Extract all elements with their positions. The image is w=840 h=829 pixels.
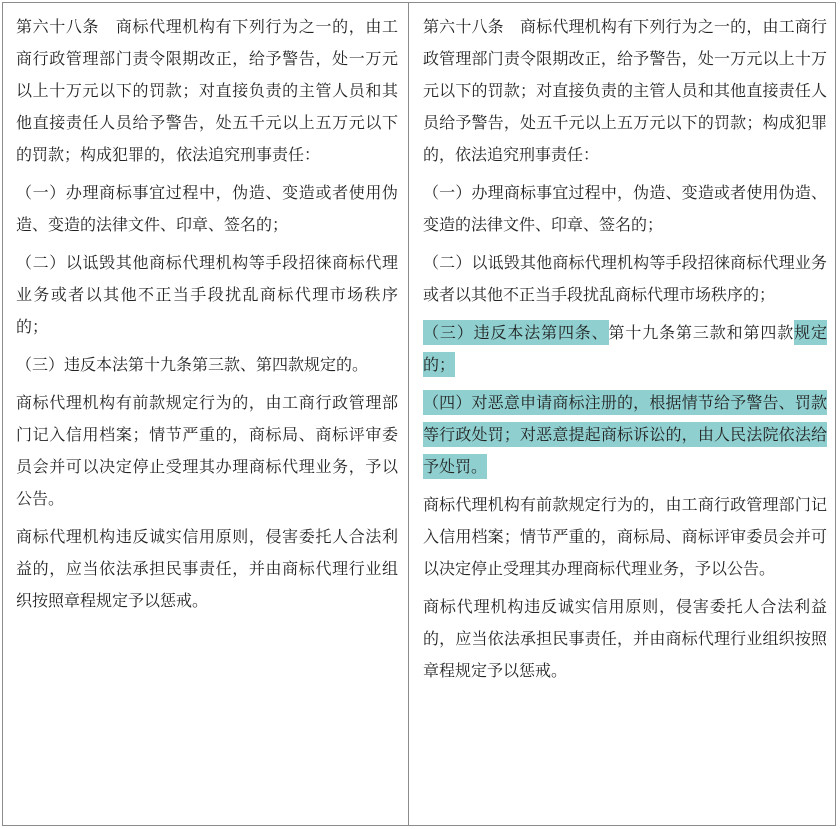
right-item-3-highlight-a: （三）违反本法第四条、	[423, 320, 609, 345]
left-item-1: （一）办理商标事宜过程中，伪造、变造或者使用伪造、变造的法律文件、印章、签名的；	[16, 183, 398, 234]
comparison-table	[2, 2, 836, 826]
right-item-3-highlight-b: 规定的；	[423, 320, 827, 377]
left-item-3: （三）违反本法第十九条第三款、第四款规定的。	[16, 355, 369, 374]
right-item-4	[423, 387, 827, 483]
right-article-68-intro: 第六十八条 商标代理机构有下列行为之一的，由工商行政管理部门责令限期改正，给予警告，处一万元以上十万元以下的罚款；对直接负责的主管人员和其他直接责任人员给予警告，处五千元以上五万元以下的罚款；构成犯罪的，依法追究刑事责任：	[423, 17, 827, 164]
right-item-4-highlight: （四）对恶意申请商标注册的，根据情节给予警告、罚款等行政处罚；对恶意提起商标诉讼的，由人民法院依法给予处罚。	[423, 390, 827, 479]
left-item-2: （二）以诋毁其他商标代理机构等手段招徕商标代理业务或者以其他不正当手段扰乱商标代理市场秩序的；	[16, 253, 398, 336]
right-item-3-plain: 第十九条第三款和第四款	[608, 323, 795, 342]
left-credit-record-paragraph: 商标代理机构有前款规定行为的，由工商行政管理部门记入信用档案；情节严重的，商标局、商标评审委员会并可以决定停止受理其办理商标代理业务，予以公告。	[16, 393, 398, 508]
right-item-2: （二）以诋毁其他商标代理机构等手段招徕商标代理业务或者以其他不正当手段扰乱商标代理市场秩序的；	[423, 253, 827, 304]
left-column-original	[3, 3, 409, 825]
right-good-faith-paragraph: 商标代理机构违反诚实信用原则，侵害委托人合法利益的，应当依法承担民事责任，并由商标代理行业组织按照章程规定予以惩戒。	[423, 597, 827, 680]
left-article-68-intro: 第六十八条 商标代理机构有下列行为之一的，由工商行政管理部门责令限期改正，给予警告，处一万元以上十万元以下的罚款；对直接负责的主管人员和其他直接责任人员给予警告，处五千元以上五万元以下的罚款；构成犯罪的，依法追究刑事责任：	[16, 17, 398, 164]
left-good-faith-paragraph: 商标代理机构违反诚实信用原则，侵害委托人合法利益的，应当依法承担民事责任，并由商标代理行业组织按照章程规定予以惩戒。	[16, 527, 398, 610]
right-column-revised	[409, 3, 835, 825]
right-item-1: （一）办理商标事宜过程中，伪造、变造或者使用伪造、变造的法律文件、印章、签名的；	[423, 183, 827, 234]
right-credit-record-paragraph: 商标代理机构有前款规定行为的，由工商行政管理部门记入信用档案；情节严重的，商标局、商标评审委员会并可以决定停止受理其办理商标代理业务，予以公告。	[423, 495, 827, 578]
right-item-3	[423, 317, 827, 381]
